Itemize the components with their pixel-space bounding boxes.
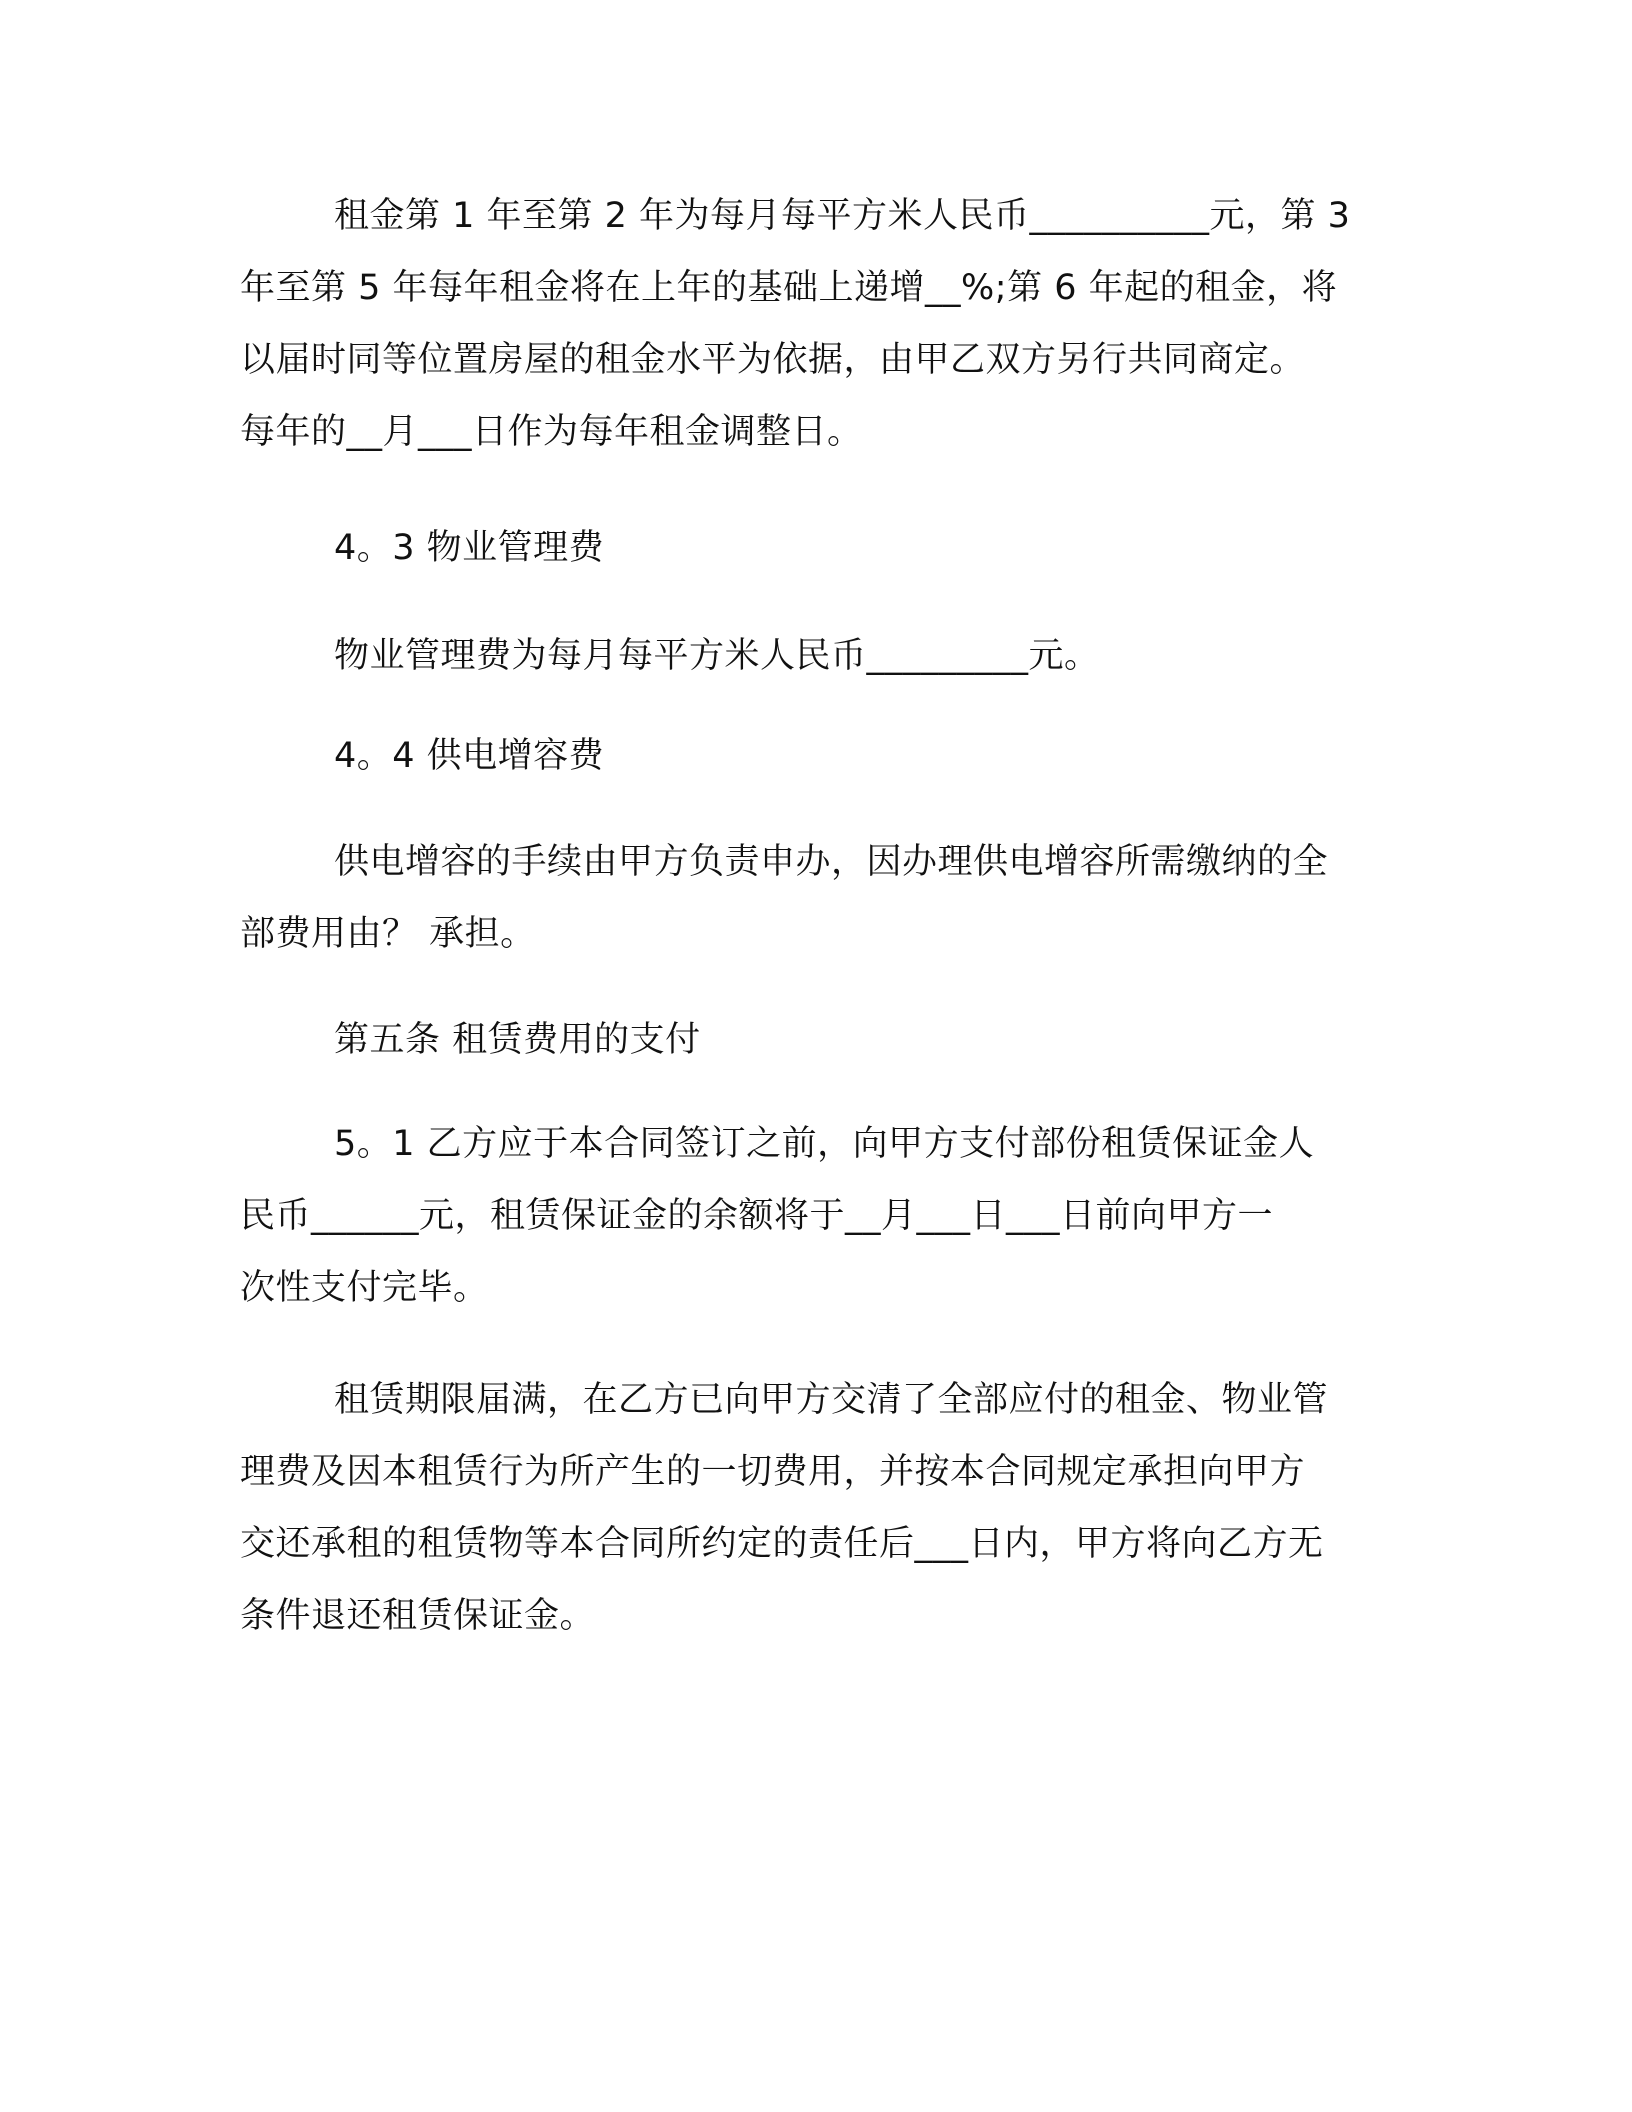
power-fee-line-2: 部费用由？ 承担。 (240, 914, 536, 954)
refund-line-4: 条件退还租赁保证金。 (240, 1596, 596, 1636)
property-fee-line: 物业管理费为每月每平方米人民币_________元。 (334, 636, 1100, 676)
rent-schedule-line-4: 每年的__月___日作为每年租金调整日。 (240, 412, 863, 452)
refund-line-3: 交还承租的租赁物等本合同所约定的责任后___日内，甲方将向乙方无 (240, 1524, 1324, 1564)
deposit-line-3: 次性支付完毕。 (240, 1268, 489, 1308)
article-5-heading: 第五条 租赁费用的支付 (334, 1020, 701, 1060)
deposit-line-2: 民币______元，租赁保证金的余额将于__月___日___日前向甲方一 (240, 1196, 1274, 1236)
power-fee-line-1: 供电增容的手续由甲方负责申办，因办理供电增容所需缴纳的全 (334, 842, 1329, 882)
rent-schedule-line-1: 租金第 1 年至第 2 年为每月每平方米人民币__________元，第 3 (334, 196, 1351, 236)
rent-schedule-line-3: 以届时同等位置房屋的租金水平为依据，由甲乙双方另行共同商定。 (240, 340, 1306, 380)
refund-line-2: 理费及因本租赁行为所产生的一切费用，并按本合同规定承担向甲方 (240, 1452, 1306, 1492)
section-heading-4-3: 4。3 物业管理费 (334, 528, 605, 568)
rent-schedule-line-2: 年至第 5 年每年租金将在上年的基础上递增__%;第 6 年起的租金，将 (240, 268, 1338, 308)
refund-line-1: 租赁期限届满，在乙方已向甲方交清了全部应付的租金、物业管 (334, 1380, 1329, 1420)
deposit-line-1: 5。1 乙方应于本合同签订之前，向甲方支付部份租赁保证金人 (334, 1124, 1315, 1164)
section-heading-4-4: 4。4 供电增容费 (334, 736, 605, 776)
